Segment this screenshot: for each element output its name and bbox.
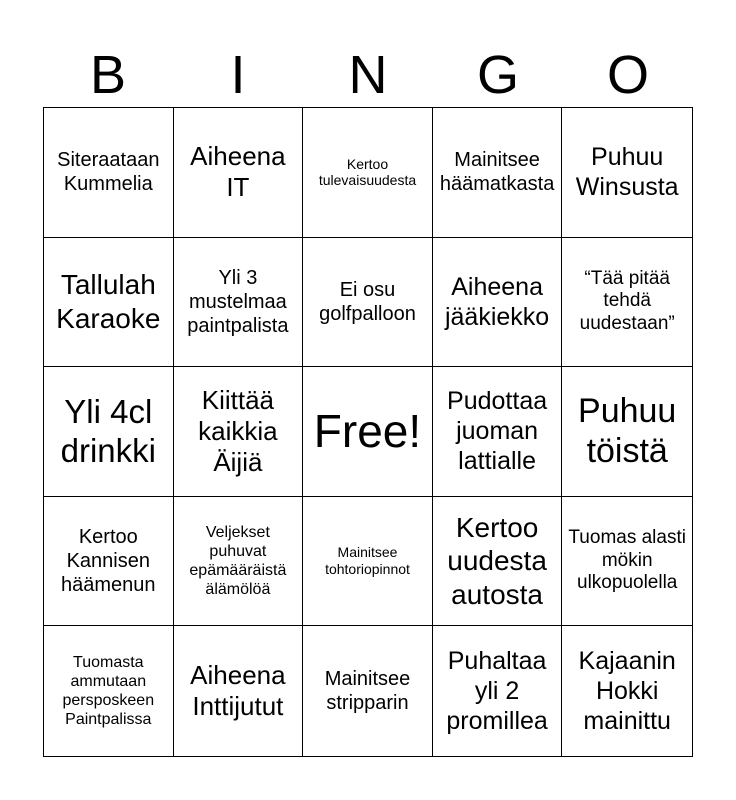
bingo-cell[interactable] bbox=[303, 497, 433, 627]
bingo-cell[interactable] bbox=[303, 626, 433, 756]
bingo-cell[interactable] bbox=[44, 497, 174, 627]
cell-text: Ei osu golfpalloon bbox=[319, 278, 416, 325]
bingo-board bbox=[43, 107, 693, 757]
bingo-cell[interactable] bbox=[433, 367, 563, 497]
header-letter-g: G bbox=[476, 45, 519, 105]
bingo-cell[interactable] bbox=[44, 108, 174, 238]
bingo-cell[interactable] bbox=[303, 238, 433, 368]
cell-text: Tuomas alasti mökin ulkopuolella bbox=[568, 526, 686, 594]
bingo-cell[interactable] bbox=[562, 108, 692, 238]
cell-text: Kiittää kaikkia Äijiä bbox=[198, 384, 278, 478]
bingo-cell[interactable] bbox=[44, 367, 174, 497]
cell-text: Tallulah Karaoke bbox=[56, 269, 161, 334]
cell-text: Kertoo tulevaisuudesta bbox=[318, 155, 417, 189]
cell-text: Mainitsee tohtoriopinnot bbox=[325, 544, 410, 578]
bingo-cell[interactable] bbox=[174, 108, 304, 238]
bingo-cell[interactable] bbox=[562, 238, 692, 368]
header-letter-b: B bbox=[89, 45, 127, 105]
free-space-cell[interactable] bbox=[303, 367, 433, 497]
cell-text: Aiheena Inttijutut bbox=[190, 660, 286, 722]
bingo-cell[interactable] bbox=[433, 497, 563, 627]
bingo-cell[interactable] bbox=[44, 238, 174, 368]
cell-text: Kertoo Kannisen häämenun bbox=[61, 526, 156, 597]
cell-text: Aiheena jääkiekko bbox=[444, 272, 550, 331]
bingo-cell[interactable] bbox=[433, 108, 563, 238]
cell-text: Kajaanin Hokki mainittu bbox=[578, 647, 676, 736]
bingo-cell[interactable] bbox=[562, 367, 692, 497]
free-space-text: Free! bbox=[313, 404, 422, 457]
cell-text: Puhuu Winsusta bbox=[575, 143, 679, 202]
cell-text: Yli 4cl drinkki bbox=[60, 392, 156, 470]
header-letter-i: I bbox=[230, 45, 246, 105]
cell-text: Mainitsee häämatkasta bbox=[439, 149, 555, 196]
cell-text: Veljekset puhuvat epämääräistä älämölöä bbox=[189, 523, 287, 599]
bingo-cell[interactable] bbox=[174, 238, 304, 368]
header-letter-o: O bbox=[606, 45, 649, 105]
bingo-cell[interactable] bbox=[174, 626, 304, 756]
cell-text: Pudottaa juoman lattialle bbox=[447, 387, 548, 476]
cell-text: Tuomasta ammutaan persposkeen Paintpalissa bbox=[62, 653, 155, 729]
cell-text: “Tää pitää tehdä uudestaan” bbox=[579, 267, 675, 335]
cell-text: Aiheena IT bbox=[190, 141, 286, 203]
bingo-cell[interactable] bbox=[562, 626, 692, 756]
bingo-cell[interactable] bbox=[433, 238, 563, 368]
cell-text: Yli 3 mustelmaa paintpalista bbox=[187, 266, 289, 337]
bingo-cell[interactable] bbox=[433, 626, 563, 756]
bingo-cell[interactable] bbox=[303, 108, 433, 238]
cell-text: Mainitsee stripparin bbox=[324, 668, 411, 715]
cell-text: Siteraataan Kummelia bbox=[57, 149, 160, 196]
bingo-cell[interactable] bbox=[174, 367, 304, 497]
bingo-cell[interactable] bbox=[174, 497, 304, 627]
cell-text: Puhaltaa yli 2 promillea bbox=[446, 647, 548, 736]
cell-text: Puhuu töistä bbox=[578, 391, 677, 471]
cell-text: Kertoo uudesta autosta bbox=[447, 511, 547, 610]
bingo-cell[interactable] bbox=[562, 497, 692, 627]
bingo-header bbox=[43, 42, 693, 108]
bingo-cell[interactable] bbox=[44, 626, 174, 756]
header-letter-n: N bbox=[348, 45, 388, 105]
